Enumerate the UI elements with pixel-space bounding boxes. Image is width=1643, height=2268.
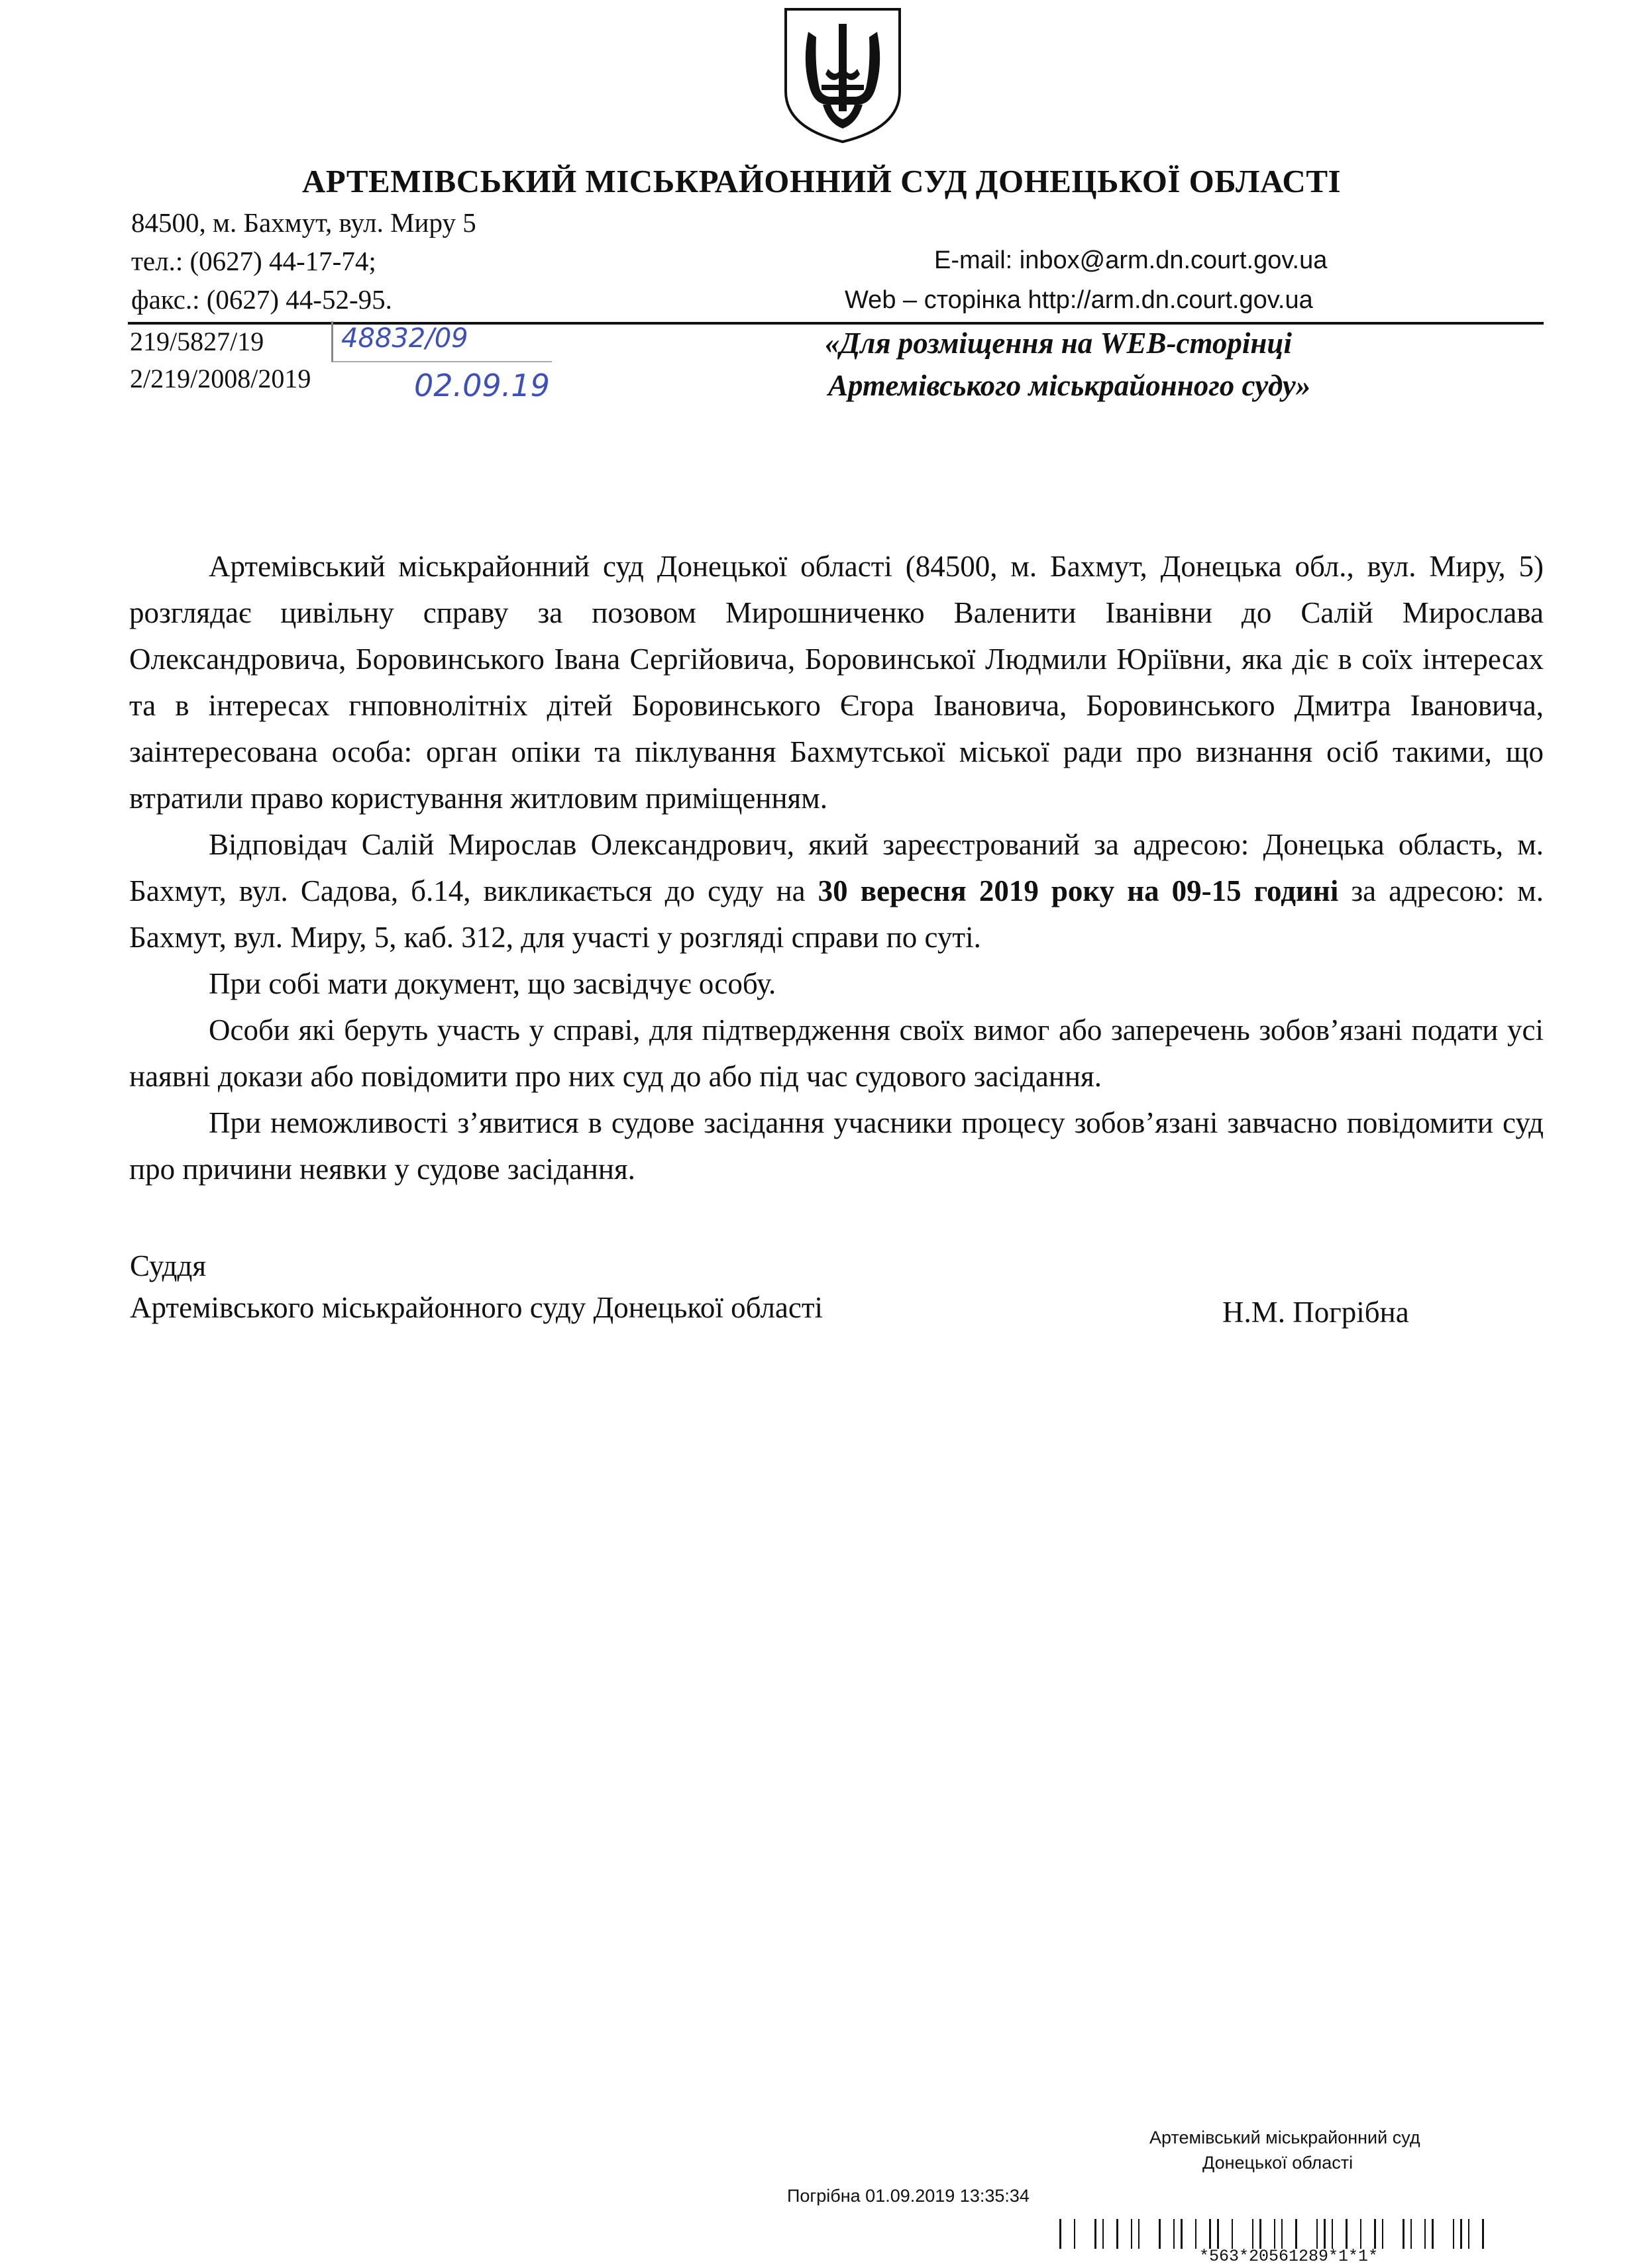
barcode-bar <box>1382 2219 1383 2249</box>
stamp-court-line1: Артемівський міськрайонний суд <box>1149 2128 1420 2147</box>
web-publication-note-line2: Артемівського міськрайонного суду» <box>828 369 1311 402</box>
court-fax: факс.: (0627) 44-52-95. <box>131 284 392 315</box>
barcode-bar <box>1259 2219 1261 2249</box>
barcode-bar <box>1360 2219 1361 2249</box>
barcode-bar <box>1295 2219 1297 2249</box>
barcode-bar <box>1138 2219 1140 2249</box>
judge-name: Н.М. Погрібна <box>1222 1296 1409 1329</box>
barcode-bar <box>1346 2219 1348 2249</box>
barcode-bar <box>1102 2219 1104 2249</box>
signature-title: Суддя <box>130 1249 207 1282</box>
barcode-bar <box>1159 2219 1161 2249</box>
barcode-bar <box>1209 2219 1211 2249</box>
barcode-bar <box>1468 2219 1469 2249</box>
court-email: E-mail: inbox@arm.dn.court.gov.ua <box>934 246 1328 274</box>
barcode-bar <box>1252 2219 1253 2249</box>
electronic-signature-info: Погрібна 01.09.2019 13:35:34 <box>787 2186 1030 2206</box>
barcode-bar <box>1217 2219 1219 2249</box>
barcode-bar <box>1173 2219 1175 2249</box>
barcode-bar <box>1324 2219 1326 2249</box>
barcode-bar <box>1274 2219 1275 2249</box>
barcode-bar <box>1131 2219 1132 2249</box>
paragraph-case-description: Артемівський міськрайонний суд Донецької області (84500, м. Бахмут, Донецька обл., вул. Миру, 5) розглядає цивільну справу за позовом Мирошниченко Валенити Іванівни до Салій Мирослава Олександровича, Боровинського Івана Сергійовича, Боровинської Людмили Юріївни, яка діє в соїх інтересах та в інтересах гнповнолітніх дітей Боровинського Єгора Івановича, Боровинського Дмитра Івановича, заінтересована особа: орган опіки та піклування Бахмутської міської ради про визнання осіб такими, що втратили право користування житловим приміщенням. <box>129 550 1544 815</box>
barcode-bar <box>1094 2219 1096 2249</box>
barcode-bar <box>1332 2219 1333 2249</box>
hearing-date-time: 30 вересня 2019 року на 09-15 годині <box>818 874 1339 907</box>
notice-body <box>129 543 1544 1192</box>
barcode-bar <box>1403 2219 1404 2249</box>
barcode-icon <box>1058 2219 1544 2249</box>
barcode-bar <box>1453 2219 1454 2249</box>
proceeding-number: 2/219/2008/2019 <box>130 364 311 393</box>
court-address: 84500, м. Бахмут, вул. Миру 5 <box>131 207 476 238</box>
handwritten-outgoing-number: 48832/09 <box>341 323 468 354</box>
court-title: АРТЕМІВСЬКИЙ МІСЬКРАЙОННИЙ СУД ДОНЕЦЬКОЇ ОБЛАСТІ <box>301 163 1342 199</box>
paragraph-evidence: Особи які беруть участь у справі, для підтвердження своїх вимог або заперечень зобов’язані подати усі наявні докази або повідомити про них суд до або під час судового засідання. <box>129 1013 1544 1093</box>
paragraph-absence: При неможливості з’явитися в судове засідання учасники процесу зобов’язані завчасно повідомити суд про причини неявки у судове засідання. <box>129 1106 1544 1186</box>
barcode-bar <box>1281 2219 1283 2249</box>
barcode-bar <box>1059 2219 1061 2249</box>
barcode-bar <box>1232 2219 1233 2249</box>
barcode-bar <box>1181 2219 1183 2249</box>
summons-text-start: Відповідач Салій Мирослав Олександрович, який зареєстрований за адресою: Донецька область, м. Бахмут, вул. Садова, б.14, викликається до суду на <box>129 828 1544 907</box>
barcode-bar <box>1195 2219 1196 2249</box>
barcode-bar <box>1316 2219 1318 2249</box>
handwritten-date: 02.09.19 <box>414 368 550 403</box>
paragraph-id-document: При собі мати документ, що засвідчує особу. <box>209 967 776 1000</box>
signature-court: Артемівського міськрайонного суду Донецької області <box>130 1291 823 1324</box>
barcode-bar <box>1116 2219 1118 2249</box>
barcode-bar <box>1074 2219 1075 2249</box>
barcode-bar <box>1410 2219 1412 2249</box>
barcode-bar <box>1460 2219 1462 2249</box>
barcode-bar <box>1424 2219 1426 2249</box>
barcode-bar <box>1432 2219 1434 2249</box>
coat-of-arms-of-ukraine-icon <box>782 5 904 146</box>
barcode-text: *563*20561289*1*1* <box>1199 2247 1379 2266</box>
court-phone: тел.: (0627) 44-17-74; <box>131 246 376 276</box>
barcode-bar <box>1482 2219 1484 2249</box>
court-website: Web – сторінка http://arm.dn.court.gov.ua <box>845 286 1313 314</box>
barcode-bar <box>1374 2219 1376 2249</box>
stamp-court-line2: Донецької області <box>1202 2153 1353 2173</box>
web-publication-note-line1: «Для розміщення на WEB-сторінці <box>825 327 1292 360</box>
summons-text-end: за адресою: м. Бахмут, вул. Миру, 5, каб. 312, для участі у розгляді справи по суті. <box>129 874 1544 954</box>
paragraph-summons <box>129 821 1544 960</box>
case-number: 219/5827/19 <box>130 327 264 356</box>
